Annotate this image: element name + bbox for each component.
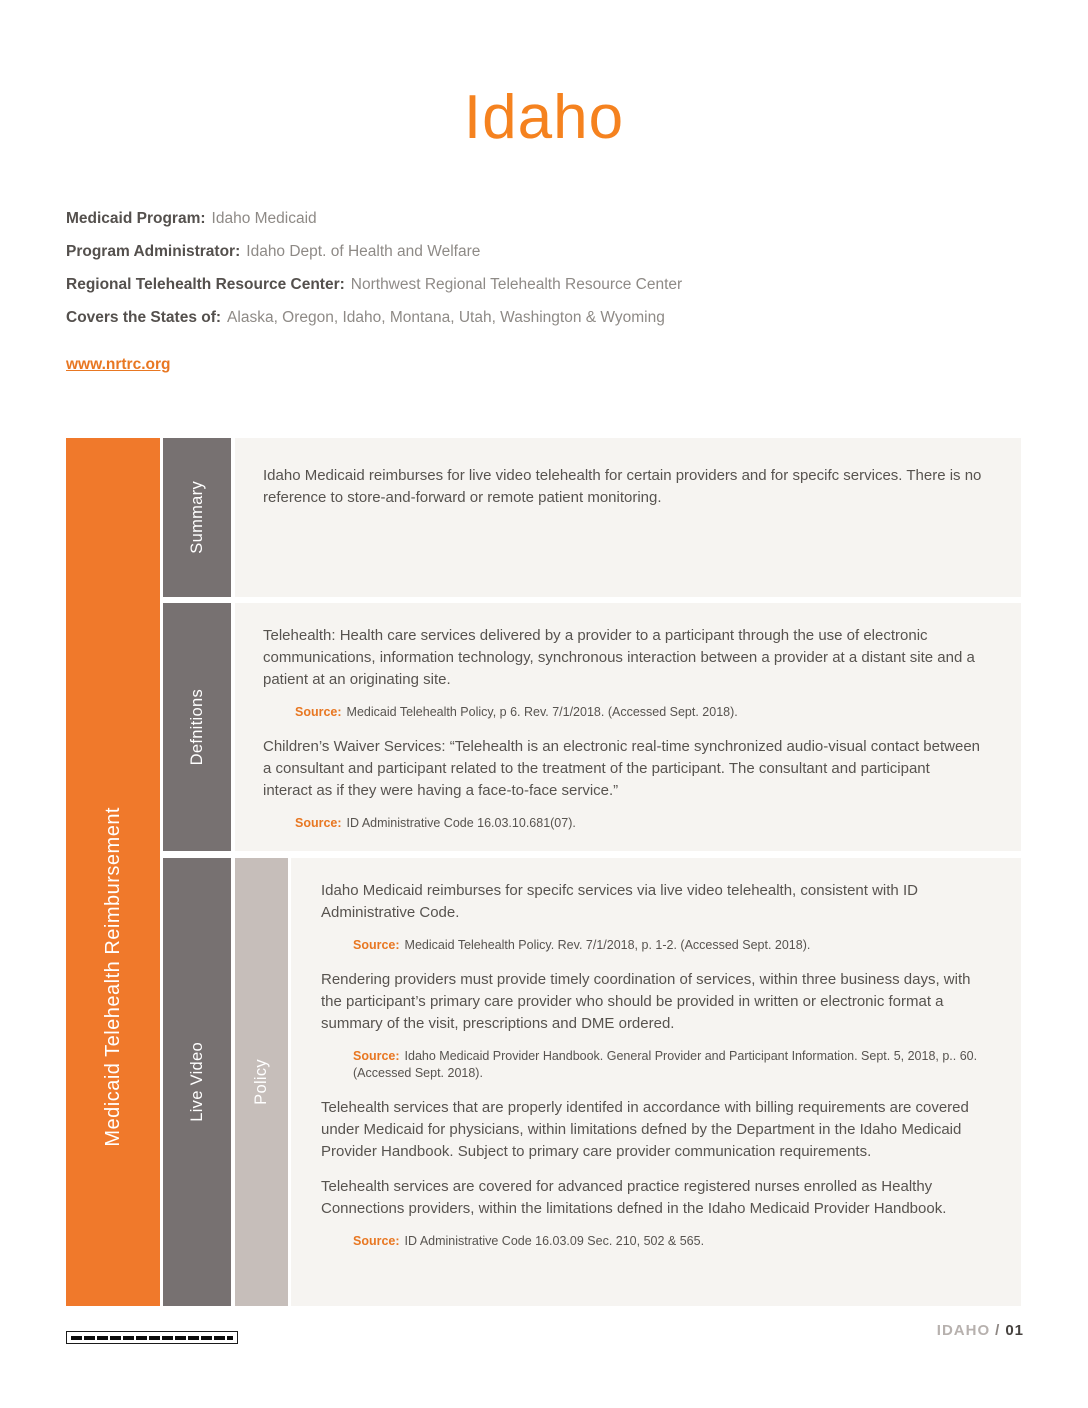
reimbursement-sidebar	[66, 438, 160, 1306]
source-text: Idaho Medicaid Provider Handbook. General Provider and Participant Information. Sept. 5, 2018, p.. 60. (Accessed Sept. 2018).	[353, 1049, 978, 1080]
source-citation	[295, 815, 983, 832]
footer-fine-print-box	[66, 1331, 238, 1344]
source-label: Source:	[353, 938, 400, 952]
source-text: Medicaid Telehealth Policy, p 6. Rev. 7/1/2018. (Accessed Sept. 2018).	[346, 705, 738, 719]
info-label: Covers the States of:	[66, 309, 222, 326]
live-video-policy-panel	[291, 858, 1021, 1306]
tab-live-video	[163, 858, 231, 1306]
summary-paragraph: Idaho Medicaid reimburses for live video telehealth for certain providers and for specifc services. There is no reference to store-and-forward or remote patient monitoring.	[263, 467, 982, 506]
section-live-video	[163, 858, 1021, 1306]
definition-paragraph: Children’s Waiver Services: “Telehealth is an electronic real-time synchronized audio-visual contact between a consultant and participant related to the treatment of the participant. The consultant and participant interact as if they were having a face-to-face service.”	[263, 738, 981, 799]
policy-paragraph: Telehealth services are covered for advanced practice registered nurses enrolled as Healthy Connections providers, within the limitations defned in the Idaho Medicaid Provider Handbook.	[321, 1178, 947, 1217]
source-label: Source:	[295, 816, 342, 830]
source-text: ID Administrative Code 16.03.09 Sec. 210, 502 & 565.	[404, 1234, 705, 1248]
source-label: Source:	[295, 705, 342, 719]
source-label: Source:	[353, 1049, 400, 1063]
info-label: Program Administrator:	[66, 243, 241, 260]
tab-definitions	[163, 603, 231, 851]
source-citation	[353, 1048, 993, 1082]
info-row-covered-states	[66, 309, 682, 327]
info-value: Alaska, Oregon, Idaho, Montana, Utah, Washington & Wyoming	[227, 309, 665, 326]
info-row-program-administrator	[66, 243, 682, 261]
tab-live-video-label: Live Video	[187, 1042, 206, 1122]
nrtrc-website-link[interactable]: www.nrtrc.org	[66, 356, 171, 373]
tab-policy-label: Policy	[252, 1059, 270, 1105]
footer-state-label: IDAHO	[936, 1322, 991, 1339]
sections-column	[163, 438, 1021, 1306]
source-label: Source:	[353, 1234, 400, 1248]
footer-separator: /	[995, 1322, 1001, 1339]
policy-paragraph: Rendering providers must provide timely coordination of services, within three business days, with the participant’s primary care provider who should be provided in written or electronic format a summary of the visit, prescriptions and DME ordered.	[321, 971, 971, 1032]
policy-paragraph: Idaho Medicaid reimburses for specifc services via live video telehealth, consistent with ID Administrative Code.	[321, 882, 918, 921]
summary-panel	[235, 438, 1021, 597]
section-definitions	[163, 603, 1021, 851]
definition-paragraph: Telehealth: Health care services delivered by a provider to a participant through the use of electronic communications, information technology, synchronous interaction between a provider at a distant site and a patient at an originating site.	[263, 627, 975, 688]
tab-summary	[163, 438, 231, 597]
info-label: Medicaid Program:	[66, 210, 206, 227]
definitions-panel	[235, 603, 1021, 851]
source-text: ID Administrative Code 16.03.10.681(07).	[346, 816, 576, 830]
info-value: Northwest Regional Telehealth Resource Center	[350, 276, 683, 293]
fine-print-text-illegible	[71, 1336, 233, 1340]
tab-summary-label: Summary	[187, 481, 206, 554]
sidebar-vertical-label: Medicaid Telehealth Reimbursement	[101, 807, 124, 1147]
info-value: Idaho Medicaid	[211, 210, 317, 227]
section-summary	[163, 438, 1021, 597]
info-label: Regional Telehealth Resource Center:	[66, 276, 345, 293]
footer-page-number: 01	[1005, 1322, 1024, 1339]
page-indicator	[937, 1322, 1024, 1339]
tab-policy	[235, 858, 288, 1306]
tab-definitions-label: Defnitions	[187, 688, 206, 766]
info-row-medicaid-program	[66, 210, 682, 228]
policy-paragraph: Telehealth services that are properly identifed in accordance with billing requirements are covered under Medicaid for physicians, within limitations defned by the Department in the Idaho Medicaid Provider Handbook. Subject to primary care provider communication requirements.	[321, 1099, 969, 1160]
source-citation	[353, 1233, 993, 1250]
info-value: Idaho Dept. of Health and Welfare	[246, 243, 481, 260]
source-text: Medicaid Telehealth Policy. Rev. 7/1/2018, p. 1-2. (Accessed Sept. 2018).	[404, 938, 811, 952]
header-info-block	[66, 210, 682, 374]
source-citation	[353, 937, 993, 954]
source-citation	[295, 704, 983, 721]
page-title: Idaho	[463, 83, 625, 152]
info-row-resource-center	[66, 276, 682, 294]
main-content-grid	[66, 438, 1021, 1306]
